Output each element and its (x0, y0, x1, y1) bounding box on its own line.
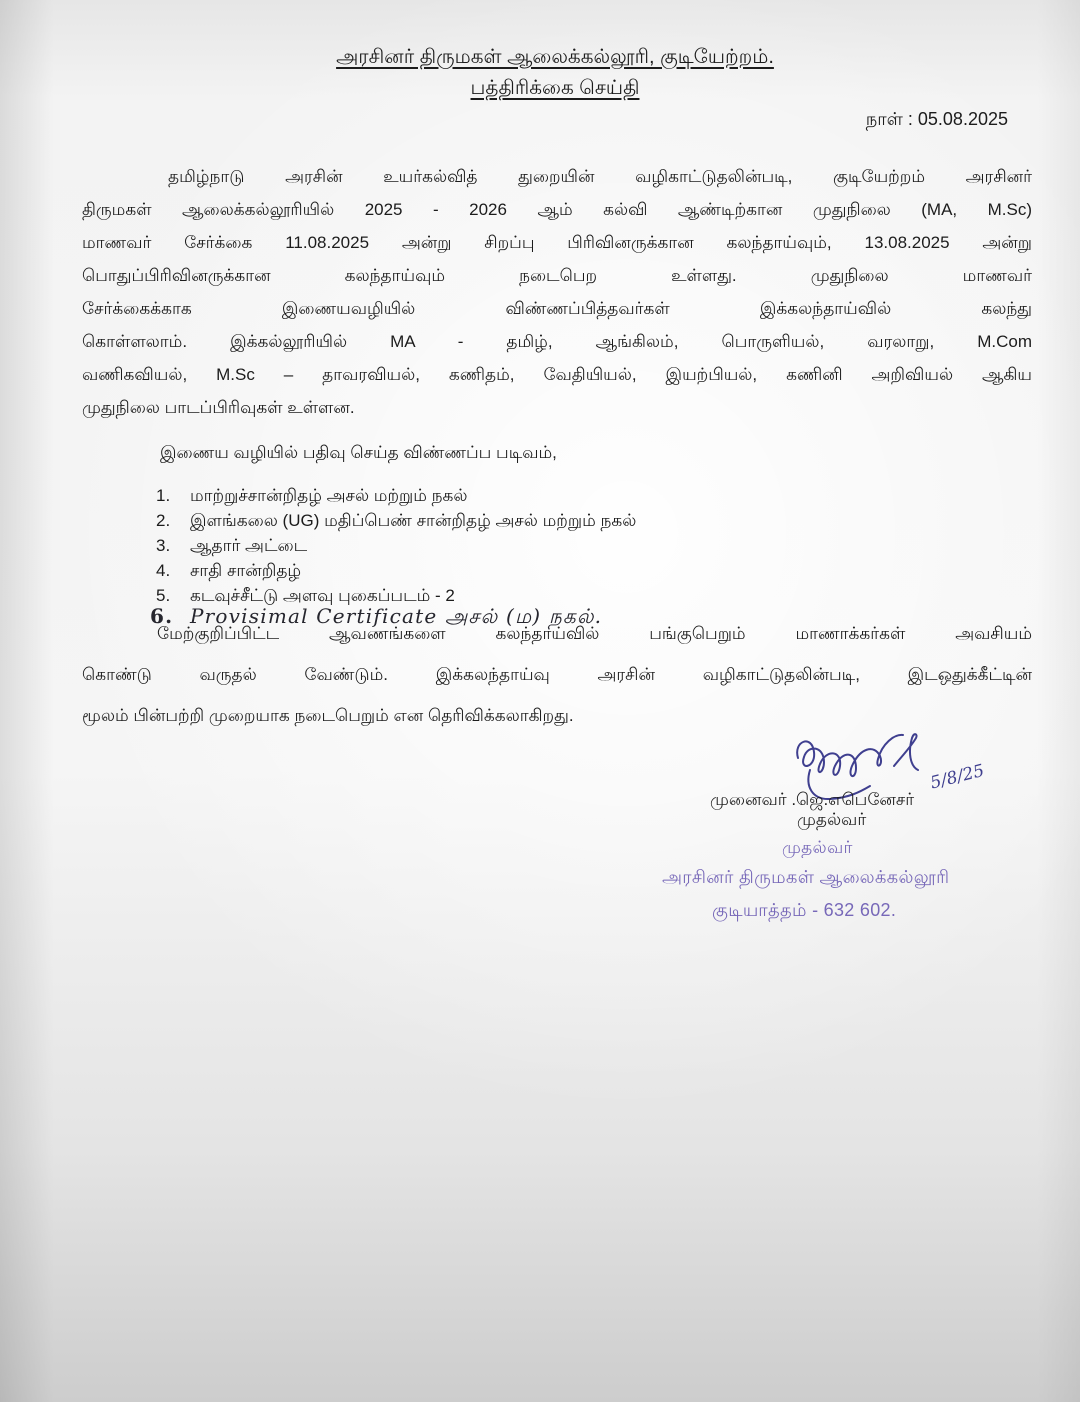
handwritten-list-item-text: Provisimal Certificate அசல் (ம) நகல். (190, 604, 603, 628)
paragraph-line: முதுநிலை பாடப்பிரிவுகள் உள்ளன. (82, 398, 355, 417)
required-documents-list (150, 483, 910, 608)
list-item-text: கடவுச்சீட்டு அளவு புகைப்படம் - 2 (190, 586, 455, 605)
stamp-college-name: அரசினர் திருமகள் ஆலைக்கல்லூரி (662, 867, 950, 887)
list-item-number: 3. (156, 536, 171, 555)
signature-date: 5/8/25 (928, 760, 987, 794)
list-item-number: 4. (156, 561, 171, 580)
paragraph-line: கொண்டு வருதல் வேண்டும். இக்கலந்தாய்வு அரசின் வழிகாட்டுதலின்படி, இடஒதுக்கீட்டின் (82, 665, 1032, 684)
list-item-number: 5. (156, 586, 171, 605)
signatory-name: முனைவர் .ஜெ.எபெனேசர் (710, 790, 915, 809)
list-item (150, 533, 910, 558)
document-heading: பத்திரிக்கை செய்தி (470, 77, 640, 99)
paragraph-line: மூலம் பின்பற்றி முறையாக நடைபெறும் என தெரிவிக்கலாகிறது. (82, 706, 574, 725)
list-item-number: 1. (156, 486, 171, 505)
list-item (150, 558, 910, 583)
stamp-address: குடியாத்தம் - 632 602. (712, 900, 897, 920)
instructions-paragraph (82, 613, 1032, 736)
paragraph-line: தமிழ்நாடு அரசின் உயர்கல்வித் துறையின் வழிகாட்டுதலின்படி, குடியேற்றம் அரசினர் (168, 167, 1032, 186)
paragraph-line: வணிகவியல், M.Sc – தாவரவியல், கணிதம், வேதியியல், இயற்பியல், கணினி அறிவியல் ஆகிய (82, 365, 1032, 384)
list-item-text: மாற்றுச்சான்றிதழ் அசல் மற்றும் நகல் (190, 486, 468, 505)
signatory-designation: முதல்வர் (797, 810, 867, 829)
list-item-number: 6. (150, 604, 174, 628)
list-item-text: சாதி சான்றிதழ் (190, 561, 302, 580)
college-title: அரசினர் திருமகள் ஆலைக்கல்லூரி, குடியேற்றம். (336, 46, 774, 68)
paragraph-line: சேர்க்கைக்காக இணையவழியில் விண்ணப்பித்தவர்கள் இக்கலந்தாய்வில் கலந்து (82, 299, 1032, 318)
list-item (150, 483, 910, 508)
stamp-designation: முதல்வர் (782, 838, 853, 857)
admission-announcement-paragraph (82, 160, 1032, 424)
signature-stroke (797, 735, 903, 776)
paragraph-line: மேற்குறிப்பிட்ட ஆவணங்களை கலந்தாய்வில் பங்குபெறும் மாணாக்கர்கள் அவசியம் (157, 624, 1032, 643)
list-item-number: 2. (156, 511, 171, 530)
paragraph-line: மாணவர் சேர்க்கை 11.08.2025 அன்று சிறப்பு பிரிவினருக்கான கலந்தாய்வும், 13.08.2025 அன்று (82, 233, 1032, 252)
issue-date: நாள் : 05.08.2025 (865, 109, 1008, 129)
paragraph-line: கொள்ளலாம். இக்கல்லூரியில் MA - தமிழ், ஆங்கிலம், பொருளியல், வரலாறு, M.Com (82, 332, 1032, 351)
paragraph-line: பொதுப்பிரிவினருக்கான கலந்தாய்வும் நடைபெற உள்ளது. முதுநிலை மாணவர் (82, 266, 1032, 285)
signature-stroke (894, 734, 918, 770)
list-item-text: ஆதார் அட்டை (190, 536, 308, 555)
list-item (150, 508, 910, 533)
list-item-text: இளங்கலை (UG) மதிப்பெண் சான்றிதழ் அசல் மற்றும் நகல் (190, 511, 637, 530)
documents-intro: இணைய வழியில் பதிவு செய்த விண்ணப்ப படிவம், (160, 443, 557, 462)
paragraph-line: திருமகள் ஆலைக்கல்லூரியில் 2025 - 2026 ஆம் கல்வி ஆண்டிற்கான முதுநிலை (MA, M.Sc) (82, 200, 1032, 219)
